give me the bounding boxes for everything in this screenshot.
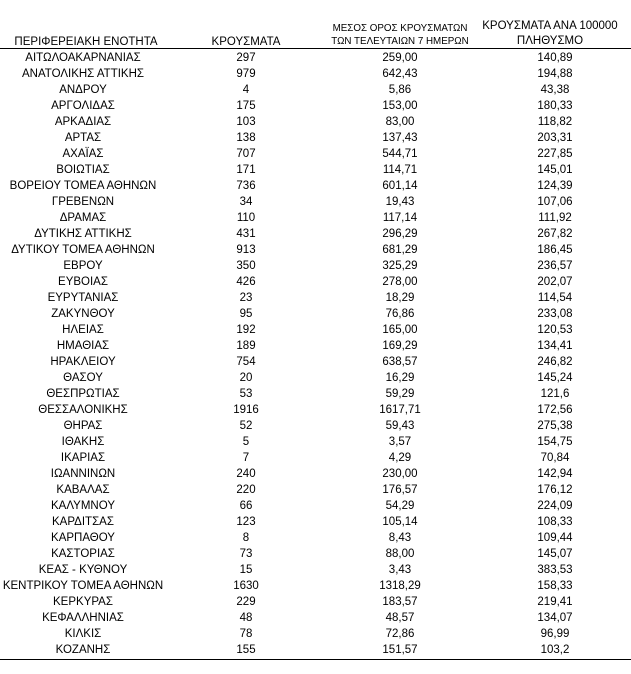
- table-row: [0, 322, 631, 338]
- avg-7day-cell: 325,29: [382, 260, 418, 272]
- region-cell: ΚΕΝΤΡΙΚΟΥ ΤΟΜΕΑ ΑΘΗΝΩΝ: [2, 580, 164, 592]
- avg-7day-cell: 114,71: [382, 164, 418, 176]
- per-100k-cell: 121,6: [540, 388, 570, 400]
- per-100k-cell: 227,85: [537, 148, 573, 160]
- table-row: [0, 146, 631, 162]
- region-cell: ΗΛΕΙΑΣ: [62, 324, 104, 336]
- cases-cell: 1916: [233, 404, 259, 416]
- table-row: [0, 546, 631, 562]
- region-cell: ΚΑΣΤΟΡΙΑΣ: [51, 548, 115, 560]
- table-row: [0, 370, 631, 386]
- region-cell: ΑΡΤΑΣ: [64, 132, 102, 144]
- avg-7day-cell: 1318,29: [379, 580, 421, 592]
- region-cell: ΔΡΑΜΑΣ: [59, 212, 107, 224]
- region-cell: ΑΙΤΩΛΟΑΚΑΡΝΑΝΙΑΣ: [25, 52, 141, 64]
- cases-cell: 736: [236, 180, 256, 192]
- avg-7day-cell: 19,43: [385, 196, 415, 208]
- region-cell: ΑΡΓΟΛΙΔΑΣ: [51, 100, 115, 112]
- per-100k-cell: 145,01: [537, 164, 573, 176]
- region-cell: ΑΝΔΡΟΥ: [59, 84, 107, 96]
- region-cell: ΚΑΒΑΛΑΣ: [56, 484, 110, 496]
- avg-7day-cell: 230,00: [382, 468, 418, 480]
- region-cell: ΚΑΡΠΑΘΟΥ: [51, 532, 115, 544]
- per-100k-cell: 219,41: [537, 596, 573, 608]
- table-row: [0, 114, 631, 130]
- per-100k-cell: 134,07: [537, 612, 573, 624]
- cases-cell: 979: [236, 68, 256, 80]
- avg-7day-cell: 54,29: [385, 500, 415, 512]
- table-row: [0, 530, 631, 546]
- table-row: [0, 562, 631, 578]
- cases-cell: 7: [242, 452, 250, 464]
- per-100k-cell: 109,44: [537, 532, 573, 544]
- table-row: [0, 626, 631, 642]
- region-cell: ΒΟΡΕΙΟΥ ΤΟΜΕΑ ΑΘΗΝΩΝ: [9, 180, 157, 192]
- table-row: [0, 354, 631, 370]
- column-header-per-100k: [470, 19, 630, 49]
- table-row: [0, 482, 631, 498]
- table-row: [0, 514, 631, 530]
- region-cell: ΘΕΣΠΡΩΤΙΑΣ: [46, 388, 120, 400]
- per-100k-cell: 383,53: [537, 564, 573, 576]
- table-row: [0, 290, 631, 306]
- region-cell: ΑΡΚΑΔΙΑΣ: [54, 116, 112, 128]
- table-row: [0, 610, 631, 626]
- per-100k-cell: 70,84: [540, 452, 570, 464]
- per-100k-cell: 176,12: [537, 484, 573, 496]
- region-cell: ΚΟΖΑΝΗΣ: [55, 644, 111, 656]
- avg-7day-cell: 117,14: [382, 212, 418, 224]
- cases-cell: 23: [239, 292, 253, 304]
- table-row: [0, 338, 631, 354]
- avg-7day-cell: 72,86: [385, 628, 415, 640]
- region-cell: ΘΕΣΣΑΛΟΝΙΚΗΣ: [38, 404, 128, 416]
- per-100k-cell: 236,57: [537, 260, 573, 272]
- cases-cell: 5: [242, 436, 250, 448]
- cases-cell: 95: [239, 308, 253, 320]
- avg-7day-cell: 88,00: [385, 548, 415, 560]
- cases-cell: 66: [239, 500, 253, 512]
- table-row: [0, 466, 631, 482]
- per-100k-cell: 267,82: [537, 228, 573, 240]
- avg-7day-cell: 153,00: [382, 100, 418, 112]
- avg-7day-cell: 601,14: [382, 180, 418, 192]
- per-100k-cell: 124,39: [537, 180, 573, 192]
- cases-cell: 4: [242, 84, 250, 96]
- region-cell: ΒΟΙΩΤΙΑΣ: [56, 164, 110, 176]
- region-cell: ΕΒΡΟΥ: [63, 260, 103, 272]
- region-cell: ΚΑΡΔΙΤΣΑΣ: [52, 516, 114, 528]
- cases-cell: 110: [236, 212, 256, 224]
- avg-7day-cell: 681,29: [382, 244, 418, 256]
- per-100k-cell: 103,2: [540, 644, 570, 656]
- avg-7day-cell: 16,29: [385, 372, 415, 384]
- cases-cell: 350: [236, 260, 256, 272]
- cases-cell: 103: [236, 116, 256, 128]
- region-cell: ΚΕΡΚΥΡΑΣ: [53, 596, 113, 608]
- per-100k-cell: 186,45: [537, 244, 573, 256]
- avg-7day-cell: 83,00: [385, 116, 415, 128]
- avg-7day-cell: 105,14: [382, 516, 418, 528]
- table-row: [0, 258, 631, 274]
- table-row: [0, 642, 631, 658]
- cases-cell: 913: [236, 244, 256, 256]
- column-header-7day-average: [320, 22, 480, 48]
- avg-7day-cell: 259,00: [382, 52, 418, 64]
- region-cell: ΘΑΣΟΥ: [63, 372, 103, 384]
- table-row: [0, 306, 631, 322]
- per-100k-cell: 202,07: [537, 276, 573, 288]
- per-100k-cell: 203,31: [537, 132, 573, 144]
- per-100k-cell: 233,08: [537, 308, 573, 320]
- per-100k-cell: 108,33: [537, 516, 573, 528]
- cases-cell: 78: [239, 628, 253, 640]
- avg-7day-cell: 165,00: [382, 324, 418, 336]
- table-row: [0, 498, 631, 514]
- cases-cell: 431: [236, 228, 256, 240]
- header-avg-line1: ΜΕΣΟΣ ΟΡΟΣ ΚΡΟΥΣΜΑΤΩΝ: [332, 23, 468, 34]
- header-per100k-line1: ΚΡΟΥΣΜΑΤΑ ΑΝΑ 100000: [482, 20, 618, 32]
- avg-7day-cell: 151,57: [382, 644, 418, 656]
- cases-cell: 426: [236, 276, 256, 288]
- cases-cell: 138: [236, 132, 256, 144]
- table-row: [0, 194, 631, 210]
- cases-cell: 34: [239, 196, 253, 208]
- region-cell: ΙΚΑΡΙΑΣ: [60, 452, 106, 464]
- cases-cell: 229: [236, 596, 256, 608]
- avg-7day-cell: 5,86: [388, 84, 412, 96]
- table-row: [0, 594, 631, 610]
- region-cell: ΖΑΚΥΝΘΟΥ: [51, 308, 115, 320]
- region-cell: ΔΥΤΙΚΗΣ ΑΤΤΙΚΗΣ: [34, 228, 132, 240]
- cases-cell: 15: [239, 564, 253, 576]
- avg-7day-cell: 642,43: [382, 68, 418, 80]
- data-table-body: [0, 50, 631, 658]
- table-row: [0, 386, 631, 402]
- cases-cell: 175: [236, 100, 256, 112]
- per-100k-cell: 107,06: [537, 196, 573, 208]
- table-row: [0, 578, 631, 594]
- table-row: [0, 178, 631, 194]
- per-100k-cell: 140,89: [537, 52, 573, 64]
- region-cell: ΙΘΑΚΗΣ: [61, 436, 105, 448]
- cases-cell: 1630: [233, 580, 259, 592]
- column-header-cases: ΚΡΟΥΣΜΑΤΑ: [211, 36, 281, 48]
- per-100k-cell: 275,38: [537, 420, 573, 432]
- cases-cell: 754: [236, 356, 256, 368]
- table-row: [0, 98, 631, 114]
- table-row: [0, 274, 631, 290]
- cases-cell: 123: [236, 516, 256, 528]
- avg-7day-cell: 4,29: [388, 452, 412, 464]
- per-100k-cell: 145,07: [537, 548, 573, 560]
- header-avg-line2: ΤΩΝ ΤΕΛΕΥΤΑΙΩΝ 7 ΗΜΕΡΩΝ: [331, 36, 469, 47]
- region-cell: ΔΥΤΙΚΟΥ ΤΟΜΕΑ ΑΘΗΝΩΝ: [11, 244, 155, 256]
- avg-7day-cell: 638,57: [382, 356, 418, 368]
- cases-cell: 8: [242, 532, 250, 544]
- region-cell: ΚΙΛΚΙΣ: [64, 628, 102, 640]
- per-100k-cell: 224,09: [537, 500, 573, 512]
- region-cell: ΙΩΑΝΝΙΝΩΝ: [50, 468, 116, 480]
- cases-cell: 20: [239, 372, 253, 384]
- avg-7day-cell: 3,57: [388, 436, 412, 448]
- per-100k-cell: 246,82: [537, 356, 573, 368]
- table-row: [0, 50, 631, 66]
- region-cell: ΚΕΦΑΛΛΗΝΙΑΣ: [42, 612, 124, 624]
- region-cell: ΗΡΑΚΛΕΙΟΥ: [50, 356, 116, 368]
- header-rule: [0, 48, 631, 49]
- avg-7day-cell: 183,57: [382, 596, 418, 608]
- avg-7day-cell: 76,86: [385, 308, 415, 320]
- footer-rule: [0, 659, 631, 660]
- per-100k-cell: 120,53: [537, 324, 573, 336]
- table-row: [0, 162, 631, 178]
- per-100k-cell: 180,33: [537, 100, 573, 112]
- avg-7day-cell: 8,43: [388, 532, 412, 544]
- per-100k-cell: 96,99: [540, 628, 570, 640]
- region-cell: ΗΜΑΘΙΑΣ: [56, 340, 110, 352]
- cases-cell: 220: [236, 484, 256, 496]
- avg-7day-cell: 137,43: [382, 132, 418, 144]
- region-cell: ΕΥΒΟΙΑΣ: [58, 276, 108, 288]
- table-row: [0, 434, 631, 450]
- avg-7day-cell: 176,57: [382, 484, 418, 496]
- table-row: [0, 66, 631, 82]
- cases-cell: 53: [239, 388, 253, 400]
- cases-cell: 707: [236, 148, 256, 160]
- table-row: [0, 242, 631, 258]
- cases-cell: 73: [239, 548, 253, 560]
- table-row: [0, 226, 631, 242]
- per-100k-cell: 114,54: [537, 292, 573, 304]
- avg-7day-cell: 3,43: [388, 564, 412, 576]
- avg-7day-cell: 296,29: [382, 228, 418, 240]
- per-100k-cell: 154,75: [537, 436, 573, 448]
- per-100k-cell: 134,41: [537, 340, 573, 352]
- cases-cell: 48: [239, 612, 253, 624]
- region-cell: ΚΕΑΣ - ΚΥΘΝΟΥ: [38, 564, 128, 576]
- region-cell: ΘΗΡΑΣ: [63, 420, 103, 432]
- per-100k-cell: 118,82: [537, 116, 573, 128]
- region-cell: ΑΧΑΪΑΣ: [62, 148, 104, 160]
- avg-7day-cell: 59,43: [385, 420, 415, 432]
- table-row: [0, 210, 631, 226]
- avg-7day-cell: 18,29: [385, 292, 415, 304]
- per-100k-cell: 142,94: [537, 468, 573, 480]
- table-row: [0, 418, 631, 434]
- region-cell: ΓΡΕΒΕΝΩΝ: [51, 196, 115, 208]
- avg-7day-cell: 169,29: [382, 340, 418, 352]
- table-row: [0, 402, 631, 418]
- region-cell: ΚΑΛΥΜΝΟΥ: [51, 500, 115, 512]
- cases-cell: 192: [236, 324, 256, 336]
- avg-7day-cell: 48,57: [385, 612, 415, 624]
- cases-cell: 240: [236, 468, 256, 480]
- header-per100k-line2: ΠΛΗΘΥΣΜΟ: [516, 35, 584, 47]
- avg-7day-cell: 278,00: [382, 276, 418, 288]
- per-100k-cell: 111,92: [538, 212, 572, 224]
- per-100k-cell: 43,38: [540, 84, 570, 96]
- avg-7day-cell: 544,71: [382, 148, 418, 160]
- cases-cell: 171: [236, 164, 256, 176]
- cases-cell: 297: [236, 52, 256, 64]
- table-row: [0, 82, 631, 98]
- avg-7day-cell: 1617,71: [379, 404, 421, 416]
- per-100k-cell: 145,24: [537, 372, 573, 384]
- avg-7day-cell: 59,29: [385, 388, 415, 400]
- column-header-region: ΠΕΡΙΦΕΡΕΙΑΚΗ ΕΝΟΤΗΤΑ: [14, 36, 158, 48]
- table-row: [0, 130, 631, 146]
- per-100k-cell: 172,56: [537, 404, 573, 416]
- cases-cell: 155: [236, 644, 256, 656]
- table-row: [0, 450, 631, 466]
- per-100k-cell: 194,88: [537, 68, 573, 80]
- cases-cell: 52: [239, 420, 253, 432]
- region-cell: ΑΝΑΤΟΛΙΚΗΣ ΑΤΤΙΚΗΣ: [21, 68, 144, 80]
- per-100k-cell: 158,33: [537, 580, 573, 592]
- region-cell: ΕΥΡΥΤΑΝΙΑΣ: [47, 292, 119, 304]
- cases-cell: 189: [236, 340, 256, 352]
